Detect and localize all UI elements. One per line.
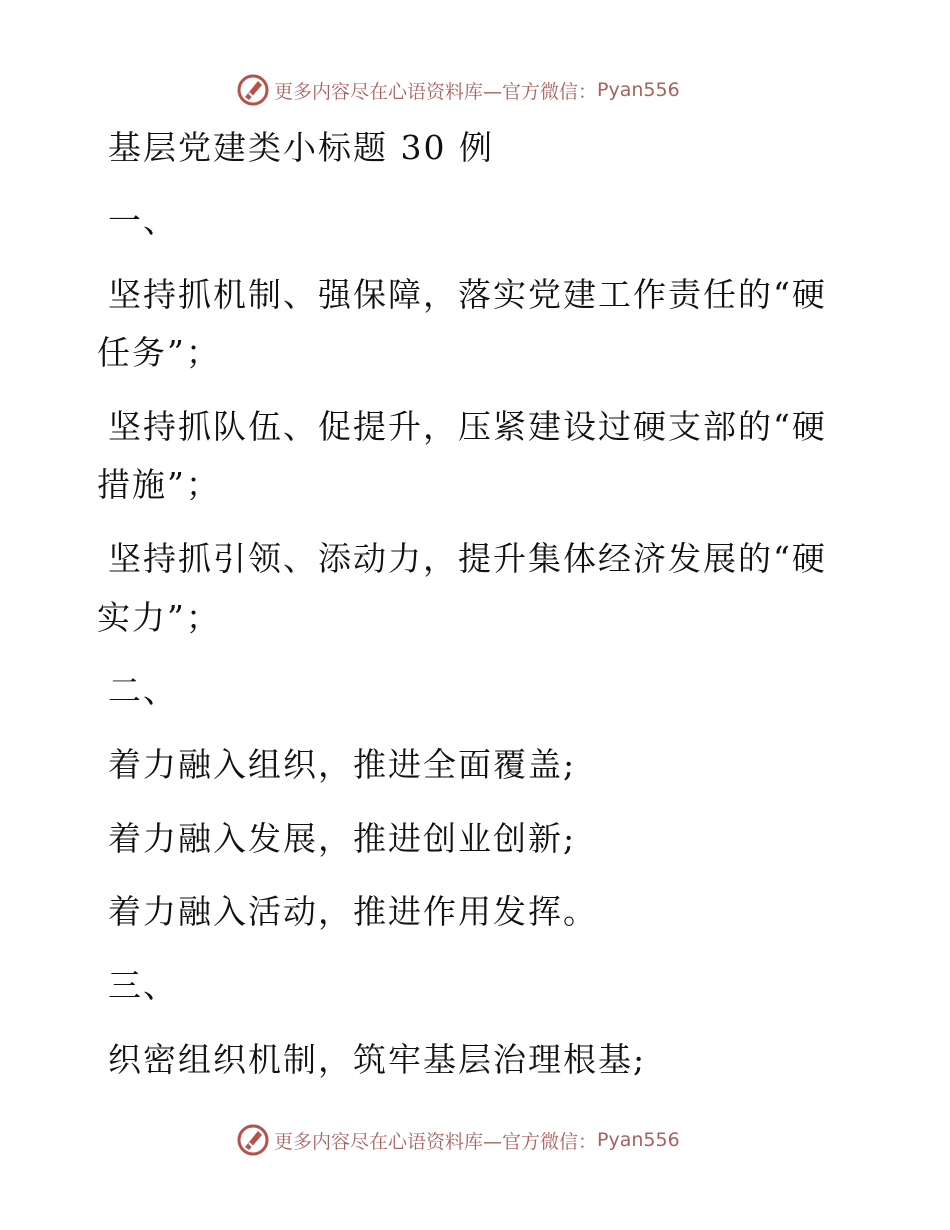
watermark-banner-top <box>236 70 736 110</box>
paragraph-line-continued: 实力”； <box>97 598 221 637</box>
paragraph-line: 织密组织机制，筑牢基层治理根基; <box>108 1040 647 1079</box>
watermark-text: 更多内容尽在心语资料库—官方微信： <box>274 1130 598 1153</box>
paragraph-line: 着力融入活动，推进作用发挥。 <box>108 892 598 931</box>
paragraph-line-continued: 措施”； <box>97 465 221 504</box>
logo-icon <box>236 73 270 107</box>
paragraph-line-continued: 任务”； <box>97 333 221 372</box>
watermark-contact: Pyan556 <box>597 79 680 101</box>
section-heading-3: 三、 <box>108 966 178 1005</box>
section-heading-1: 一、 <box>108 201 178 240</box>
paragraph-line: 坚持抓机制、强保障，落实党建工作责任的“硬 <box>108 275 827 314</box>
watermark-banner-bottom <box>236 1120 736 1160</box>
paragraph-line: 坚持抓引领、添动力，提升集体经济发展的“硬 <box>108 539 827 578</box>
paragraph-line: 坚持抓队伍、促提升，压紧建设过硬支部的“硬 <box>108 407 827 446</box>
logo-icon <box>236 1123 270 1157</box>
document-title: 基层党建类小标题 30 例 <box>108 128 494 167</box>
paragraph-line: 着力融入组织，推进全面覆盖; <box>108 745 577 784</box>
watermark-contact: Pyan556 <box>597 1129 680 1151</box>
paragraph-line: 着力融入发展，推进创业创新; <box>108 819 577 858</box>
section-heading-2: 二、 <box>108 671 178 710</box>
watermark-text: 更多内容尽在心语资料库—官方微信： <box>274 80 598 103</box>
